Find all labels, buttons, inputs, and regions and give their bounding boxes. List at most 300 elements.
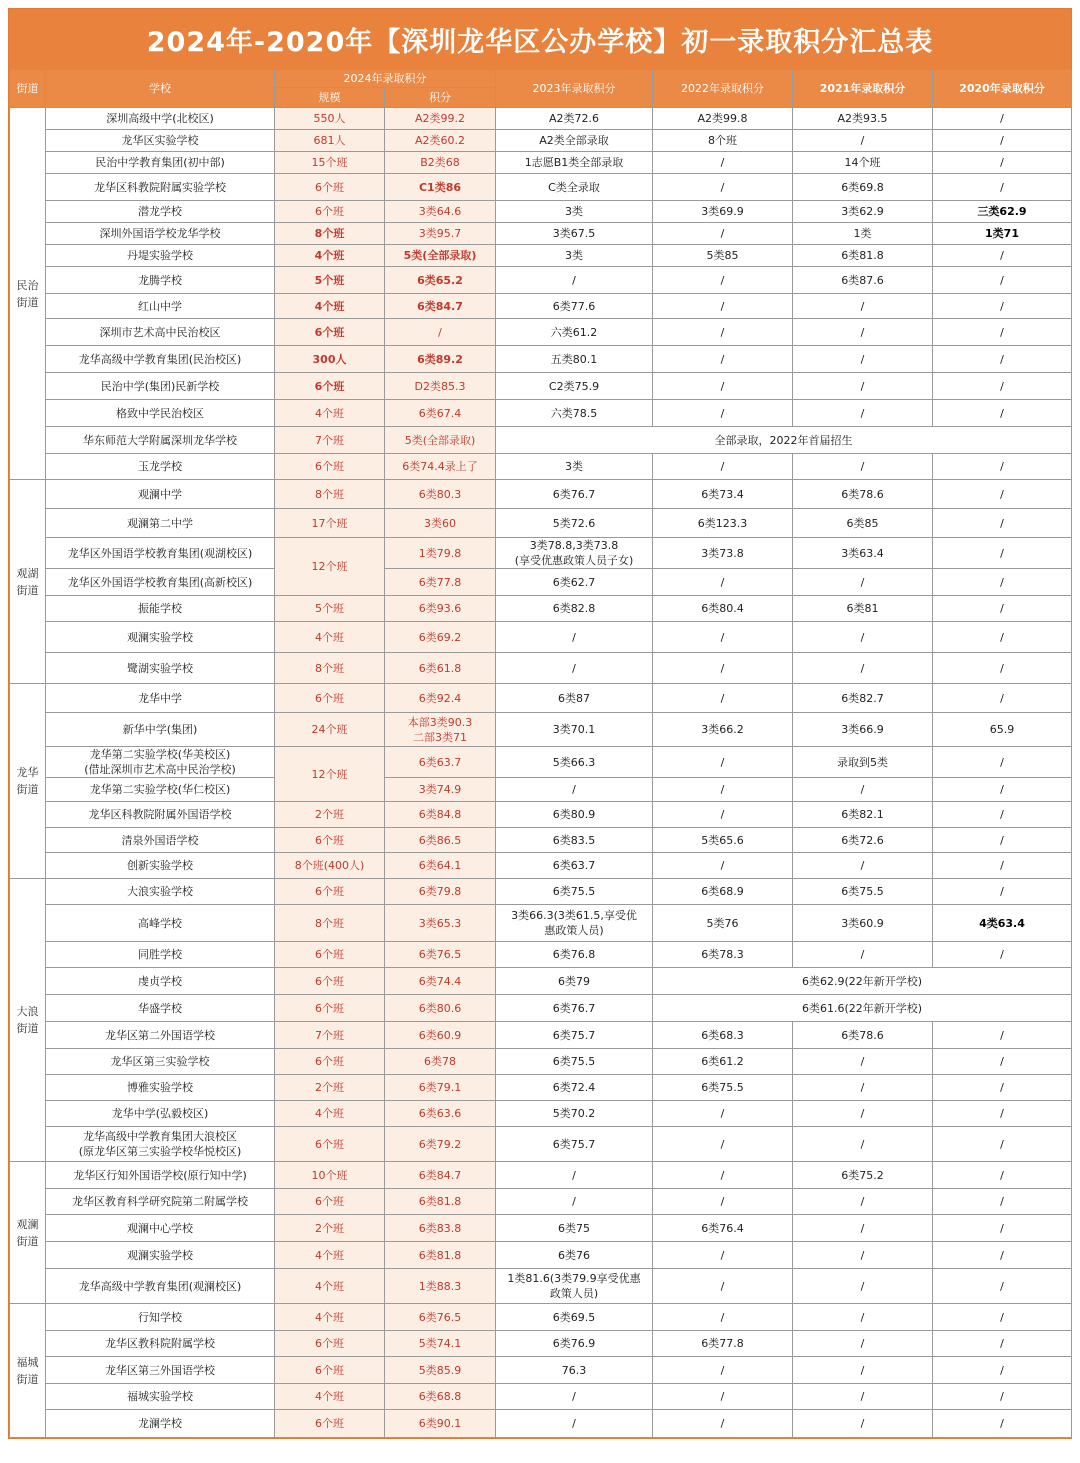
scale-value: 4个班 bbox=[275, 622, 385, 653]
score-2020: / bbox=[933, 879, 1072, 905]
school-name: 龙华高级中学教育集团(观澜校区) bbox=[46, 1269, 275, 1304]
school-name: 龙腾学校 bbox=[46, 267, 275, 294]
score-2022: A2类99.8 bbox=[653, 108, 793, 130]
score-2022: / bbox=[653, 1127, 793, 1162]
scale-value: 4个班 bbox=[275, 1242, 385, 1269]
score-2020: / bbox=[933, 1101, 1072, 1127]
school-name: 华盛学校 bbox=[46, 995, 275, 1022]
table-row bbox=[10, 152, 1072, 174]
score-2020: / bbox=[933, 1075, 1072, 1101]
score-2020: / bbox=[933, 747, 1072, 778]
score-2021: / bbox=[793, 319, 933, 346]
score-2024: 6类69.2 bbox=[385, 622, 496, 653]
score-2021: / bbox=[793, 400, 933, 427]
score-2021: 6类85 bbox=[793, 509, 933, 538]
table-row bbox=[10, 400, 1072, 427]
school-name: 龙华区外国语学校教育集团(观湖校区) bbox=[46, 538, 275, 569]
score-2024: 6类65.2 bbox=[385, 267, 496, 294]
scale-value: 4个班 bbox=[275, 1384, 385, 1410]
district-cell: 大浪 街道 bbox=[10, 879, 46, 1162]
table-row bbox=[10, 968, 1072, 995]
scale-value: 6个班 bbox=[275, 995, 385, 1022]
score-2020: / bbox=[933, 245, 1072, 267]
score-2022: / bbox=[653, 622, 793, 653]
score-2020: / bbox=[933, 108, 1072, 130]
scale-value: 681人 bbox=[275, 130, 385, 152]
score-2023: / bbox=[496, 778, 653, 802]
scale-value: 6个班 bbox=[275, 1049, 385, 1075]
table-row bbox=[10, 223, 1072, 245]
score-2022: / bbox=[653, 373, 793, 400]
score-2020: / bbox=[933, 1410, 1072, 1438]
scale-value: 4个班 bbox=[275, 1269, 385, 1304]
score-2021: / bbox=[793, 1049, 933, 1075]
score-2024: 6类67.4 bbox=[385, 400, 496, 427]
score-2020: / bbox=[933, 1189, 1072, 1215]
score-2023: / bbox=[496, 653, 653, 684]
score-2021: 6类78.6 bbox=[793, 1022, 933, 1049]
score-2020: / bbox=[933, 509, 1072, 538]
scale-value: 4个班 bbox=[275, 1101, 385, 1127]
table-row bbox=[10, 828, 1072, 853]
score-2022: / bbox=[653, 1410, 793, 1438]
score-2022: 6类78.3 bbox=[653, 942, 793, 968]
score-2021: 3类62.9 bbox=[793, 201, 933, 223]
score-2021: / bbox=[793, 1384, 933, 1410]
scale-value: 6个班 bbox=[275, 968, 385, 995]
school-name: 观澜实验学校 bbox=[46, 1242, 275, 1269]
score-2021: / bbox=[793, 1410, 933, 1438]
score-2020: / bbox=[933, 1162, 1072, 1189]
score-2020: / bbox=[933, 1242, 1072, 1269]
score-2020: 65.9 bbox=[933, 713, 1072, 747]
table-row bbox=[10, 905, 1072, 942]
score-2022: / bbox=[653, 747, 793, 778]
scale-value: 6个班 bbox=[275, 1410, 385, 1438]
score-2021: 6类82.7 bbox=[793, 684, 933, 713]
score-2021: / bbox=[793, 1357, 933, 1384]
score-2021: 录取到5类 bbox=[793, 747, 933, 778]
table-row bbox=[10, 1049, 1072, 1075]
score-2023: / bbox=[496, 1410, 653, 1438]
score-2020: / bbox=[933, 778, 1072, 802]
score-2023: / bbox=[496, 267, 653, 294]
score-2023: 6类76.8 bbox=[496, 942, 653, 968]
score-2022: 6类61.2 bbox=[653, 1049, 793, 1075]
score-2023: / bbox=[496, 1384, 653, 1410]
score-2022: 6类68.9 bbox=[653, 879, 793, 905]
table-row bbox=[10, 1304, 1072, 1331]
scale-value: 5个班 bbox=[275, 596, 385, 622]
scale-value: 6个班 bbox=[275, 319, 385, 346]
table-row bbox=[10, 713, 1072, 747]
score-2024: 5类85.9 bbox=[385, 1357, 496, 1384]
scale-value: 6个班 bbox=[275, 1189, 385, 1215]
header-scale: 规模 bbox=[275, 88, 385, 108]
score-2020: / bbox=[933, 538, 1072, 569]
header-2021: 2021年录取积分 bbox=[793, 70, 933, 108]
score-2024: A2类60.2 bbox=[385, 130, 496, 152]
score-2024: 6类84.7 bbox=[385, 1162, 496, 1189]
scale-value: 15个班 bbox=[275, 152, 385, 174]
scale-value: 12个班 bbox=[275, 747, 385, 802]
score-2022: 5类76 bbox=[653, 905, 793, 942]
header-school: 学校 bbox=[46, 70, 275, 108]
table-row bbox=[10, 1384, 1072, 1410]
scale-value: 6个班 bbox=[275, 174, 385, 201]
score-2021: 6类75.2 bbox=[793, 1162, 933, 1189]
scale-value: 4个班 bbox=[275, 1304, 385, 1331]
school-name: 龙华中学(弘毅校区) bbox=[46, 1101, 275, 1127]
score-2023: 6类83.5 bbox=[496, 828, 653, 853]
score-2022: / bbox=[653, 223, 793, 245]
score-2021: / bbox=[793, 130, 933, 152]
school-name: 龙华高级中学教育集团大浪校区 (原龙华区第三实验学校华悦校区) bbox=[46, 1127, 275, 1162]
score-2023: 1志愿B1类全部录取 bbox=[496, 152, 653, 174]
scale-value: 8个班 bbox=[275, 653, 385, 684]
table-row bbox=[10, 1075, 1072, 1101]
score-2024: 6类80.6 bbox=[385, 995, 496, 1022]
table-row bbox=[10, 622, 1072, 653]
score-2021: 6类81.8 bbox=[793, 245, 933, 267]
score-2024: 6类78 bbox=[385, 1049, 496, 1075]
score-2024: 6类79.8 bbox=[385, 879, 496, 905]
table-row bbox=[10, 942, 1072, 968]
score-2023: / bbox=[496, 1162, 653, 1189]
score-2022-merged: 6类61.6(22年新开学校) bbox=[653, 995, 1072, 1022]
score-2024: 5类(全部录取) bbox=[385, 427, 496, 454]
score-2020: / bbox=[933, 942, 1072, 968]
scale-value: 6个班 bbox=[275, 828, 385, 853]
score-2024: 5类74.1 bbox=[385, 1331, 496, 1357]
score-2023: / bbox=[496, 622, 653, 653]
score-2022: / bbox=[653, 1242, 793, 1269]
score-2020: / bbox=[933, 1331, 1072, 1357]
score-2023: 6类82.8 bbox=[496, 596, 653, 622]
score-2024: 3类64.6 bbox=[385, 201, 496, 223]
scale-value: 24个班 bbox=[275, 713, 385, 747]
school-name: 深圳外国语学校龙华学校 bbox=[46, 223, 275, 245]
table-row bbox=[10, 427, 1072, 454]
school-name: 行知学校 bbox=[46, 1304, 275, 1331]
score-2022: / bbox=[653, 778, 793, 802]
score-2024: 6类60.9 bbox=[385, 1022, 496, 1049]
table-row bbox=[10, 174, 1072, 201]
school-name: 龙华区教育科学研究院第二附属学校 bbox=[46, 1189, 275, 1215]
score-2023: 5类72.6 bbox=[496, 509, 653, 538]
score-2024: 6类81.8 bbox=[385, 1189, 496, 1215]
score-2024: 6类76.5 bbox=[385, 1304, 496, 1331]
score-2022: 6类80.4 bbox=[653, 596, 793, 622]
score-2020: / bbox=[933, 373, 1072, 400]
school-name: 观澜实验学校 bbox=[46, 622, 275, 653]
score-2022: / bbox=[653, 853, 793, 879]
score-2021: / bbox=[793, 1304, 933, 1331]
score-2024: 6类80.3 bbox=[385, 480, 496, 509]
score-2020: 4类63.4 bbox=[933, 905, 1072, 942]
score-2023: 3类66.3(3类61.5,享受优 惠政策人员) bbox=[496, 905, 653, 942]
table-row bbox=[10, 1215, 1072, 1242]
school-name: 同胜学校 bbox=[46, 942, 275, 968]
score-2020: / bbox=[933, 1304, 1072, 1331]
score-2020: / bbox=[933, 130, 1072, 152]
score-2021: / bbox=[793, 294, 933, 319]
score-2020: / bbox=[933, 174, 1072, 201]
table-row bbox=[10, 319, 1072, 346]
school-name: 龙华区第三实验学校 bbox=[46, 1049, 275, 1075]
school-name: 玉龙学校 bbox=[46, 454, 275, 480]
table-row bbox=[10, 802, 1072, 828]
score-2021: 1类 bbox=[793, 223, 933, 245]
score-2020: / bbox=[933, 1384, 1072, 1410]
scale-value: 6个班 bbox=[275, 201, 385, 223]
score-2022: 6类75.5 bbox=[653, 1075, 793, 1101]
district-cell: 福城 街道 bbox=[10, 1304, 46, 1438]
score-2023: 6类62.7 bbox=[496, 569, 653, 596]
score-2023: 3类 bbox=[496, 201, 653, 223]
score-2021: / bbox=[793, 1242, 933, 1269]
scale-value: 17个班 bbox=[275, 509, 385, 538]
score-2023: A2类72.6 bbox=[496, 108, 653, 130]
score-2024: 1类79.8 bbox=[385, 538, 496, 569]
score-2021: 6类82.1 bbox=[793, 802, 933, 828]
score-2024: 6类83.8 bbox=[385, 1215, 496, 1242]
score-2023-merged: 全部录取，2022年首届招生 bbox=[496, 427, 1072, 454]
score-2022: / bbox=[653, 569, 793, 596]
score-2024: 3类65.3 bbox=[385, 905, 496, 942]
score-2022: 3类66.2 bbox=[653, 713, 793, 747]
score-2021: 6类69.8 bbox=[793, 174, 933, 201]
score-2023: / bbox=[496, 1189, 653, 1215]
school-name: 潜龙学校 bbox=[46, 201, 275, 223]
scale-value: 8个班(400人) bbox=[275, 853, 385, 879]
score-2024: 6类74.4 bbox=[385, 968, 496, 995]
score-2023: 6类76.7 bbox=[496, 995, 653, 1022]
school-name: 创新实验学校 bbox=[46, 853, 275, 879]
score-2022: 3类69.9 bbox=[653, 201, 793, 223]
score-2022: / bbox=[653, 1189, 793, 1215]
scale-value: 6个班 bbox=[275, 1127, 385, 1162]
score-2024: 6类76.5 bbox=[385, 942, 496, 968]
score-2024: 6类63.6 bbox=[385, 1101, 496, 1127]
score-2023: 6类76 bbox=[496, 1242, 653, 1269]
table-row bbox=[10, 995, 1072, 1022]
score-2023: 3类67.5 bbox=[496, 223, 653, 245]
score-2021: / bbox=[793, 1189, 933, 1215]
school-name: 龙华区行知外国语学校(原行知中学) bbox=[46, 1162, 275, 1189]
score-2024: 6类81.8 bbox=[385, 1242, 496, 1269]
district-cell: 观澜 街道 bbox=[10, 1162, 46, 1304]
scale-value: 5个班 bbox=[275, 267, 385, 294]
school-name: 华东师范大学附属深圳龙华学校 bbox=[46, 427, 275, 454]
scale-value: 550人 bbox=[275, 108, 385, 130]
score-2023: 6类75 bbox=[496, 1215, 653, 1242]
header-2022: 2022年录取积分 bbox=[653, 70, 793, 108]
header-2023: 2023年录取积分 bbox=[496, 70, 653, 108]
score-2024: 6类63.7 bbox=[385, 747, 496, 778]
score-table bbox=[9, 69, 1072, 1438]
table-row bbox=[10, 1162, 1072, 1189]
school-name: 观澜第二中学 bbox=[46, 509, 275, 538]
score-2020: / bbox=[933, 802, 1072, 828]
score-2020: / bbox=[933, 454, 1072, 480]
score-2020: / bbox=[933, 622, 1072, 653]
score-2022: 6类68.3 bbox=[653, 1022, 793, 1049]
header-district: 街道 bbox=[10, 70, 46, 108]
score-2021: / bbox=[793, 778, 933, 802]
score-2024: 6类68.8 bbox=[385, 1384, 496, 1410]
table-row bbox=[10, 778, 1072, 802]
score-2022: 6类77.8 bbox=[653, 1331, 793, 1357]
score-2024: 6类86.5 bbox=[385, 828, 496, 853]
score-2023: 6类87 bbox=[496, 684, 653, 713]
table-row bbox=[10, 509, 1072, 538]
table-row bbox=[10, 1410, 1072, 1438]
school-name: 清泉外国语学校 bbox=[46, 828, 275, 853]
score-2024: 本部3类90.3 二部3类71 bbox=[385, 713, 496, 747]
scale-value: 6个班 bbox=[275, 373, 385, 400]
scale-value: 4个班 bbox=[275, 400, 385, 427]
school-name: 龙华区教科院附属学校 bbox=[46, 1331, 275, 1357]
header-2024: 2024年录取积分 bbox=[275, 70, 496, 88]
table-row bbox=[10, 879, 1072, 905]
score-2022: 5类65.6 bbox=[653, 828, 793, 853]
score-2020: / bbox=[933, 684, 1072, 713]
score-2023: 6类76.9 bbox=[496, 1331, 653, 1357]
scale-value: 6个班 bbox=[275, 1331, 385, 1357]
score-2020: / bbox=[933, 152, 1072, 174]
score-2023: 3类 bbox=[496, 245, 653, 267]
score-2020: / bbox=[933, 1269, 1072, 1304]
scale-value: 8个班 bbox=[275, 480, 385, 509]
score-2021: / bbox=[793, 373, 933, 400]
score-2021: 3类66.9 bbox=[793, 713, 933, 747]
table-row bbox=[10, 480, 1072, 509]
header-2020: 2020年录取积分 bbox=[933, 70, 1072, 108]
score-2021: / bbox=[793, 454, 933, 480]
score-2020: / bbox=[933, 596, 1072, 622]
score-2022: / bbox=[653, 152, 793, 174]
score-2020: / bbox=[933, 480, 1072, 509]
score-2023: 6类75.5 bbox=[496, 879, 653, 905]
district-cell: 观湖 街道 bbox=[10, 480, 46, 684]
table-row bbox=[10, 373, 1072, 400]
score-2023: C类全录取 bbox=[496, 174, 653, 201]
table-row bbox=[10, 653, 1072, 684]
score-2022: / bbox=[653, 1304, 793, 1331]
score-2023: 5类66.3 bbox=[496, 747, 653, 778]
score-2024: C1类86 bbox=[385, 174, 496, 201]
score-2022: / bbox=[653, 174, 793, 201]
table-row bbox=[10, 569, 1072, 596]
score-2024: 6类64.1 bbox=[385, 853, 496, 879]
scale-value: 6个班 bbox=[275, 454, 385, 480]
school-name: 格致中学民治校区 bbox=[46, 400, 275, 427]
score-2024: 6类74.4录上了 bbox=[385, 454, 496, 480]
score-2020: / bbox=[933, 294, 1072, 319]
table-row bbox=[10, 346, 1072, 373]
table-row bbox=[10, 1189, 1072, 1215]
school-name: 观澜中心学校 bbox=[46, 1215, 275, 1242]
score-2024: 3类74.9 bbox=[385, 778, 496, 802]
scale-value: 12个班 bbox=[275, 538, 385, 596]
score-2020: / bbox=[933, 828, 1072, 853]
score-2021: / bbox=[793, 1101, 933, 1127]
scale-value: 4个班 bbox=[275, 294, 385, 319]
score-2022: 8个班 bbox=[653, 130, 793, 152]
score-2022: / bbox=[653, 1384, 793, 1410]
table-row bbox=[10, 454, 1072, 480]
school-name: 民治中学教育集团(初中部) bbox=[46, 152, 275, 174]
score-2022: / bbox=[653, 802, 793, 828]
district-cell: 民治 街道 bbox=[10, 108, 46, 480]
score-2021: / bbox=[793, 942, 933, 968]
scale-value: 6个班 bbox=[275, 879, 385, 905]
score-2022: / bbox=[653, 319, 793, 346]
score-2024: 6类84.7 bbox=[385, 294, 496, 319]
school-name: 新华中学(集团) bbox=[46, 713, 275, 747]
school-name: 龙华区外国语学校教育集团(高新校区) bbox=[46, 569, 275, 596]
score-2022: / bbox=[653, 454, 793, 480]
score-2021: 6类78.6 bbox=[793, 480, 933, 509]
score-2023: A2类全部录取 bbox=[496, 130, 653, 152]
score-2020: / bbox=[933, 1127, 1072, 1162]
school-name: 民治中学(集团)民新学校 bbox=[46, 373, 275, 400]
score-2023: 6类72.4 bbox=[496, 1075, 653, 1101]
table-row bbox=[10, 853, 1072, 879]
score-2023: 6类75.7 bbox=[496, 1127, 653, 1162]
score-2020: / bbox=[933, 653, 1072, 684]
score-2022: / bbox=[653, 346, 793, 373]
scale-value: 6个班 bbox=[275, 942, 385, 968]
score-2024: 3类60 bbox=[385, 509, 496, 538]
score-2021: 3类60.9 bbox=[793, 905, 933, 942]
score-2021: / bbox=[793, 1331, 933, 1357]
score-2021: / bbox=[793, 569, 933, 596]
score-2022: 6类76.4 bbox=[653, 1215, 793, 1242]
score-2020: / bbox=[933, 1357, 1072, 1384]
score-2023: 6类77.6 bbox=[496, 294, 653, 319]
score-2021: / bbox=[793, 1127, 933, 1162]
score-2021: / bbox=[793, 346, 933, 373]
admission-score-sheet bbox=[8, 8, 1072, 1439]
school-name: 鹭湖实验学校 bbox=[46, 653, 275, 684]
score-2023: 6类75.5 bbox=[496, 1049, 653, 1075]
school-name: 龙华区科教院附属外国语学校 bbox=[46, 802, 275, 828]
score-2022: / bbox=[653, 653, 793, 684]
score-2023: 1类81.6(3类79.9享受优惠 政策人员) bbox=[496, 1269, 653, 1304]
school-name: 龙华第二实验学校(华仁校区) bbox=[46, 778, 275, 802]
score-2020: / bbox=[933, 1022, 1072, 1049]
table-row bbox=[10, 130, 1072, 152]
school-name: 龙华第二实验学校(华美校区) (借址深圳市艺术高中民治学校) bbox=[46, 747, 275, 778]
school-name: 龙华区实验学校 bbox=[46, 130, 275, 152]
score-2023: 6类69.5 bbox=[496, 1304, 653, 1331]
score-2022: / bbox=[653, 1162, 793, 1189]
score-2021: / bbox=[793, 622, 933, 653]
scale-value: 6个班 bbox=[275, 1357, 385, 1384]
score-2023: 3类 bbox=[496, 454, 653, 480]
table-row bbox=[10, 747, 1072, 778]
school-name: 振能学校 bbox=[46, 596, 275, 622]
score-2021: 6类72.6 bbox=[793, 828, 933, 853]
score-2023: 76.3 bbox=[496, 1357, 653, 1384]
score-2024: A2类99.2 bbox=[385, 108, 496, 130]
score-2023: 6类79 bbox=[496, 968, 653, 995]
score-2024: 3类95.7 bbox=[385, 223, 496, 245]
score-2020: / bbox=[933, 346, 1072, 373]
score-2024: 6类79.1 bbox=[385, 1075, 496, 1101]
